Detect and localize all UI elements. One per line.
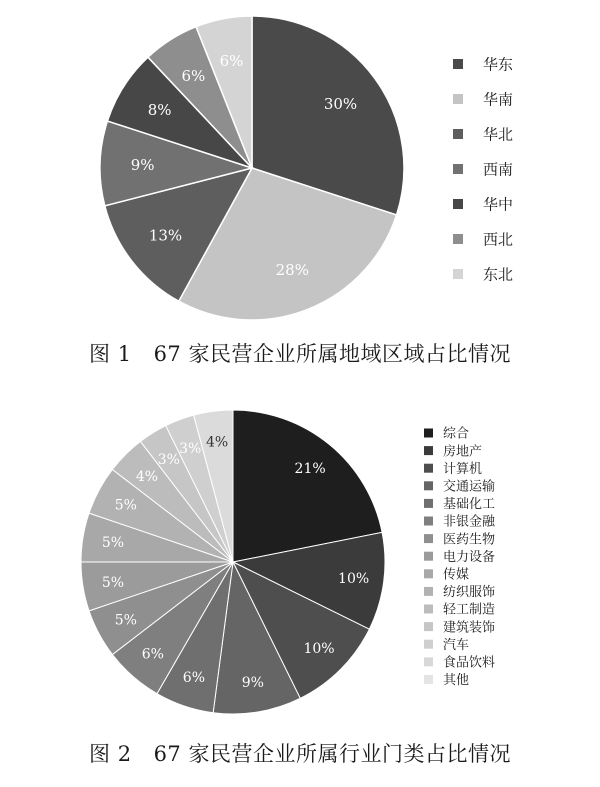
slice-label: 8% [147, 100, 172, 119]
legend-swatch [424, 481, 433, 490]
slice-label: 4% [135, 469, 159, 486]
legend-label: 食品饮料 [443, 655, 496, 671]
slice-label: 6% [219, 51, 244, 70]
legend-swatch [453, 129, 463, 139]
legend-label: 非银金融 [443, 514, 496, 530]
legend-label: 华南 [483, 90, 514, 109]
slice-label: 5% [114, 612, 137, 629]
legend-swatch [424, 446, 433, 455]
legend-label: 传媒 [443, 567, 470, 583]
legend-swatch [424, 675, 433, 684]
slice-label: 4% [205, 434, 229, 451]
legend-swatch [424, 657, 433, 666]
legend-swatch [424, 605, 433, 614]
pie-chart-region [0, 0, 600, 330]
slice-label: 30% [323, 95, 358, 114]
legend-swatch [424, 534, 433, 543]
legend-label: 轻工制造 [443, 602, 496, 618]
slice-label: 6% [182, 670, 206, 687]
legend-label: 交通运输 [443, 479, 496, 495]
legend-label: 医药生物 [443, 532, 496, 548]
legend-label: 电力设备 [443, 549, 496, 565]
legend-label: 西南 [483, 160, 514, 179]
slice-label: 5% [101, 535, 125, 552]
pie-slices [81, 410, 385, 714]
legend-label: 房地产 [443, 444, 483, 460]
legend [424, 426, 496, 688]
slice-label: 13% [148, 226, 183, 245]
slice-label: 5% [114, 497, 137, 514]
slice-label: 10% [338, 570, 370, 587]
slice-label: 9% [241, 675, 264, 691]
slice-label: 21% [294, 461, 326, 477]
figure-title: 67 家民营企业所属地域区域占比情况 [153, 342, 511, 366]
pie-chart-industry [0, 396, 600, 726]
legend-swatch [424, 499, 433, 508]
legend-swatch [453, 199, 463, 209]
legend-swatch [453, 269, 463, 279]
slice-label: 6% [181, 67, 206, 85]
slice-label: 6% [141, 646, 164, 663]
legend-swatch [424, 587, 433, 596]
figure-number: 图 1 [89, 342, 132, 366]
figure-caption [0, 738, 600, 768]
legend-label: 华东 [483, 55, 514, 74]
legend-swatch [424, 622, 433, 631]
legend-label: 华中 [483, 195, 514, 214]
figure-number: 图 2 [89, 742, 132, 766]
legend-swatch [424, 569, 433, 578]
legend-swatch [424, 464, 433, 473]
legend-swatch [424, 552, 433, 561]
slice-label: 28% [275, 261, 309, 280]
slice-label: 3% [179, 441, 202, 458]
legend-label: 其他 [443, 673, 470, 689]
figure-1 [0, 0, 600, 390]
legend-swatch [453, 59, 463, 69]
legend [453, 55, 513, 283]
figure-title: 67 家民营企业所属行业门类占比情况 [153, 742, 511, 766]
legend-label: 基础化工 [443, 497, 496, 513]
figure-caption [0, 338, 600, 368]
legend-label: 汽车 [443, 637, 470, 653]
legend-swatch [424, 429, 433, 438]
slice-label: 9% [130, 156, 155, 174]
legend-label: 西北 [483, 230, 514, 249]
legend-swatch [424, 517, 433, 526]
legend-label: 华北 [483, 125, 514, 144]
legend-label: 综合 [443, 426, 470, 442]
legend-label: 建筑装饰 [443, 620, 496, 636]
legend-swatch [424, 640, 433, 649]
slice-label: 3% [157, 451, 180, 468]
legend-label: 计算机 [443, 461, 483, 477]
legend-label: 纺织服饰 [443, 585, 496, 601]
legend-swatch [453, 164, 463, 174]
legend-swatch [453, 234, 463, 244]
slice-label: 5% [101, 574, 125, 591]
legend-swatch [453, 94, 463, 104]
figure-2 [0, 396, 600, 787]
slice-label: 10% [303, 641, 335, 657]
legend-label: 东北 [483, 265, 514, 284]
